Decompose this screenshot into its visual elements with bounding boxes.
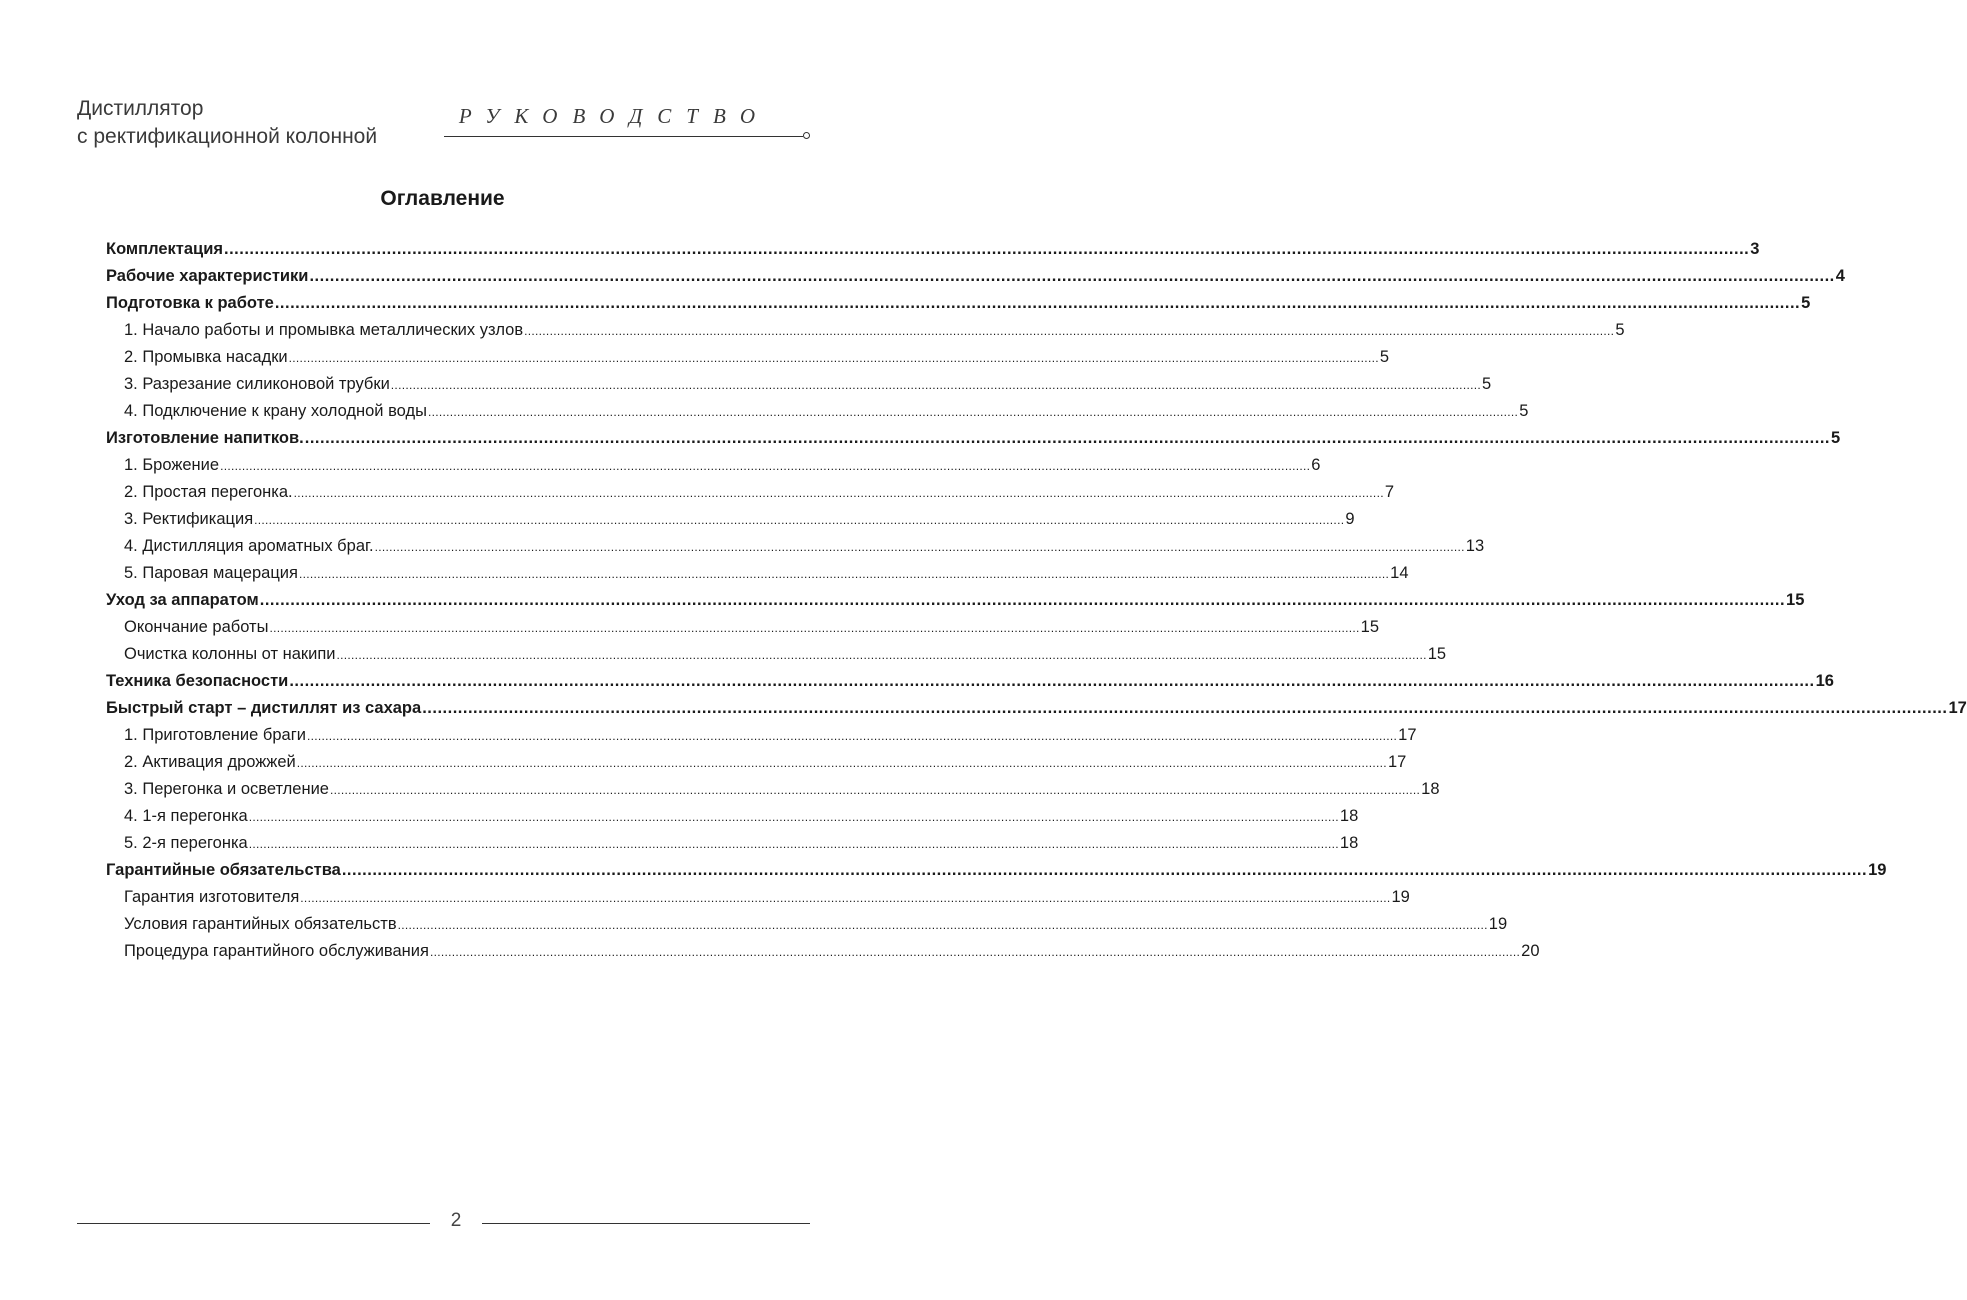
toc-leader-dots: ............................................................................................................................................................................................................................................................................................................ — [298, 567, 1390, 581]
toc-entry-title: 4. Дистилляция ароматных браг. — [124, 537, 374, 555]
toc-entry[interactable] — [106, 236, 1760, 263]
toc-entry-page: 14 — [1390, 564, 1409, 582]
toc-entry[interactable] — [106, 344, 1390, 371]
toc-leader-dots: ............................................................................................................................................................................................................................................................................................................ — [309, 267, 1835, 285]
document-title-line1: Дистиллятор — [77, 97, 204, 120]
toc-entry[interactable] — [106, 803, 1359, 830]
toc-entry-title: 4. Подключение к крану холодной воды — [124, 402, 427, 420]
toc-entry-page: 5 — [1801, 294, 1811, 312]
toc-entry[interactable] — [106, 695, 1967, 722]
toc-leader-dots: ............................................................................................................................................................................................................................................................................................................ — [300, 891, 1391, 905]
toc-leader-dots: ............................................................................................................................................................................................................................................................................................................ — [289, 672, 1815, 690]
toc-entry-title: Быстрый старт – дистиллят из сахара — [106, 699, 422, 717]
toc-entry[interactable] — [106, 668, 1834, 695]
toc-title: Оглавление — [380, 187, 505, 210]
toc-entry[interactable] — [106, 776, 1440, 803]
page-number: 2 — [450, 1210, 462, 1231]
toc-entry[interactable] — [106, 614, 1379, 641]
footer-rule-left — [77, 1223, 430, 1224]
toc-entry[interactable] — [106, 857, 1887, 884]
toc-entry-title: 3. Перегонка и осветление — [124, 780, 329, 798]
footer-rule-right — [482, 1223, 810, 1224]
toc-entry-title: Техника безопасности — [106, 672, 289, 690]
toc-entry[interactable] — [106, 317, 1625, 344]
section-header — [444, 104, 810, 144]
toc-entry[interactable] — [106, 533, 1485, 560]
toc-leader-dots: ............................................................................................................................................................................................................................................................................................................ — [304, 429, 1831, 447]
toc-entry[interactable] — [106, 884, 1410, 911]
toc-leader-dots: ............................................................................................................................................................................................................................................................................................................ — [288, 351, 1379, 365]
toc-entry-page: 17 — [1398, 726, 1417, 744]
toc-entry-title: 2. Простая перегонка. — [124, 483, 293, 501]
toc-entry-page: 17 — [1387, 753, 1407, 771]
toc-leader-dots: ............................................................................................................................................................................................................................................................................................................ — [274, 294, 1801, 312]
toc-entry-title: 1. Брожение — [124, 456, 220, 474]
toc-entry-page: 5 — [1615, 321, 1625, 339]
toc-leader-dots: ............................................................................................................................................................................................................................................................................................................ — [524, 324, 1615, 338]
toc-entry[interactable] — [106, 641, 1447, 668]
toc-entry-page: 9 — [1345, 510, 1355, 528]
toc-entry-title: Рабочие характеристики — [106, 267, 309, 285]
toc-leader-dots: ............................................................................................................................................................................................................................................................................................................ — [341, 861, 1868, 879]
toc-leader-dots: ............................................................................................................................................................................................................................................................................................................ — [293, 486, 1384, 500]
header-rule — [444, 136, 803, 137]
toc-leader-dots: ............................................................................................................................................................................................................................................................................................................ — [336, 648, 1427, 662]
toc-leader-dots: ............................................................................................................................................................................................................................................................................................................ — [269, 621, 1360, 635]
toc-leader-dots: ............................................................................................................................................................................................................................................................................................................ — [254, 513, 1345, 527]
toc-entry-title: 5. 2-я перегонка — [124, 834, 248, 852]
toc-entry-page: 5 — [1831, 429, 1841, 447]
toc-entry-page: 7 — [1384, 483, 1395, 501]
toc-entry[interactable] — [106, 290, 1811, 317]
toc-leader-dots: ............................................................................................................................................................................................................................................................................................................ — [248, 837, 1339, 851]
toc-entry-title: Изготовление напитков. — [106, 429, 304, 447]
toc-entry[interactable] — [106, 938, 1540, 965]
toc-entry-title: Процедура гарантийного обслуживания — [124, 942, 429, 960]
toc-leader-dots: ............................................................................................................................................................................................................................................................................................................ — [390, 378, 1481, 392]
toc-entry-title: 2. Активация дрожжей — [124, 753, 296, 771]
toc-entry-page: 5 — [1482, 375, 1492, 393]
toc-leader-dots: ............................................................................................................................................................................................................................................................................................................ — [429, 945, 1521, 959]
toc-entry[interactable] — [106, 479, 1395, 506]
toc-entry[interactable] — [106, 425, 1841, 452]
toc-entry-title: 4. 1-я перегонка — [124, 807, 248, 825]
toc-leader-dots: ............................................................................................................................................................................................................................................................................................................ — [259, 591, 1786, 609]
toc-entry-page: 5 — [1379, 348, 1390, 366]
toc-entry-title: Окончание работы — [124, 618, 269, 636]
toc-entry-title: 1. Приготовление браги — [124, 726, 306, 744]
toc-entry-page: 15 — [1360, 618, 1379, 636]
toc-entry-title: 3. Ректификация — [124, 510, 254, 528]
toc-entry-page: 17 — [1948, 699, 1967, 717]
toc-leader-dots: ............................................................................................................................................................................................................................................................................................................ — [422, 699, 1948, 717]
toc-entry-title: Уход за аппаратом — [106, 591, 259, 609]
toc-entry[interactable] — [106, 263, 1845, 290]
header-rule-end-dot — [803, 132, 810, 139]
toc-entry[interactable] — [106, 749, 1407, 776]
table-of-contents — [106, 236, 1967, 965]
toc-entry[interactable] — [106, 911, 1508, 938]
toc-leader-dots: ............................................................................................................................................................................................................................................................................................................ — [329, 783, 1421, 797]
toc-entry[interactable] — [106, 560, 1409, 587]
toc-entry-page: 19 — [1391, 888, 1410, 906]
toc-entry-title: Подготовка к работе — [106, 294, 274, 312]
toc-entry-page: 6 — [1311, 456, 1321, 474]
toc-entry-page: 15 — [1786, 591, 1805, 609]
toc-entry-page: 13 — [1465, 537, 1485, 555]
toc-leader-dots: ............................................................................................................................................................................................................................................................................................................ — [248, 810, 1339, 824]
toc-leader-dots: ............................................................................................................................................................................................................................................................................................................ — [306, 729, 1398, 743]
toc-entry-title: 5. Паровая мацерация — [124, 564, 298, 582]
toc-entry-title: Гарантия изготовителя — [124, 888, 300, 906]
toc-entry[interactable] — [106, 371, 1492, 398]
document-title-line2: с ректификационной колонной — [77, 125, 378, 148]
toc-entry[interactable] — [106, 722, 1417, 749]
toc-entry-page: 18 — [1339, 834, 1359, 852]
toc-leader-dots: ............................................................................................................................................................................................................................................................................................................ — [374, 540, 1465, 554]
toc-entry-page: 18 — [1421, 780, 1440, 798]
toc-entry-page: 19 — [1488, 915, 1508, 933]
toc-leader-dots: ............................................................................................................................................................................................................................................................................................................ — [397, 918, 1488, 932]
toc-entry[interactable] — [106, 587, 1805, 614]
toc-entry[interactable] — [106, 398, 1529, 425]
toc-entry-page: 15 — [1427, 645, 1447, 663]
document-title — [77, 95, 377, 151]
section-label: РУКОВОДСТВО — [458, 104, 770, 128]
toc-entry[interactable] — [106, 830, 1359, 857]
toc-entry-title: 2. Промывка насадки — [124, 348, 288, 366]
toc-entry-title: Комплектация — [106, 240, 223, 258]
toc-entry-page: 16 — [1815, 672, 1834, 690]
toc-entry-title: 1. Начало работы и промывка металлических узлов — [124, 321, 524, 339]
toc-entry-title: Условия гарантийных обязательств — [124, 915, 397, 933]
toc-entry-page: 3 — [1750, 240, 1760, 258]
toc-entry[interactable] — [106, 452, 1321, 479]
toc-entry-page: 20 — [1521, 942, 1540, 960]
toc-entry-title: 3. Разрезание силиконовой трубки — [124, 375, 390, 393]
toc-leader-dots: ............................................................................................................................................................................................................................................................................................................ — [220, 459, 1311, 473]
toc-leader-dots: ............................................................................................................................................................................................................................................................................................................ — [223, 240, 1750, 258]
toc-entry-page: 18 — [1339, 807, 1359, 825]
page-footer — [77, 1210, 810, 1240]
toc-entry-title: Гарантийные обязательства — [106, 861, 341, 879]
toc-entry-page: 19 — [1868, 861, 1887, 879]
toc-leader-dots: ............................................................................................................................................................................................................................................................................................................ — [296, 756, 1387, 770]
toc-entry[interactable] — [106, 506, 1355, 533]
toc-leader-dots: ............................................................................................................................................................................................................................................................................................................ — [427, 405, 1519, 419]
toc-entry-page: 4 — [1835, 267, 1845, 285]
toc-entry-page: 5 — [1519, 402, 1529, 420]
toc-entry-title: Очистка колонны от накипи — [124, 645, 336, 663]
